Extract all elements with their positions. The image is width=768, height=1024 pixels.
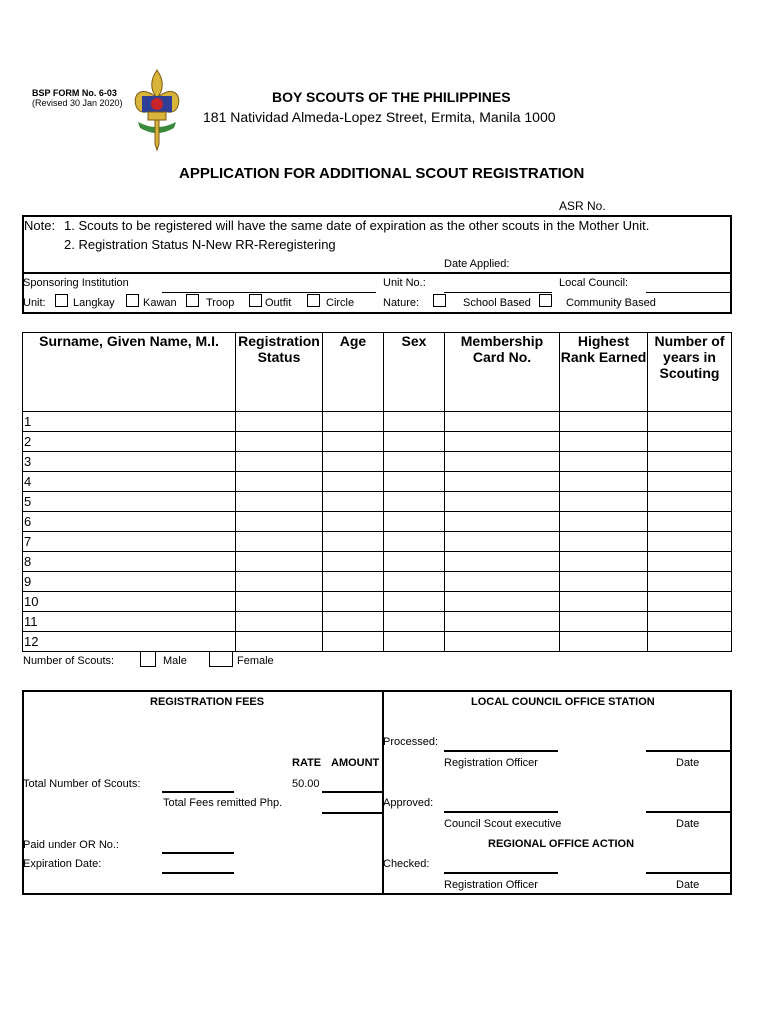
- table-cell[interactable]: [560, 592, 648, 612]
- table-cell[interactable]: [236, 612, 323, 632]
- col-header-rank: Highest Rank Earned: [560, 333, 648, 412]
- table-cell[interactable]: [560, 572, 648, 592]
- table-cell[interactable]: [236, 532, 323, 552]
- table-cell[interactable]: [323, 592, 384, 612]
- row-number[interactable]: 3: [23, 452, 236, 472]
- table-cell[interactable]: [560, 612, 648, 632]
- checked-label: Checked:: [383, 858, 430, 870]
- table-cell[interactable]: [648, 552, 732, 572]
- table-cell[interactable]: [648, 572, 732, 592]
- col-header-sex: Sex: [384, 333, 445, 412]
- row-number[interactable]: 10: [23, 592, 236, 612]
- table-cell[interactable]: [236, 572, 323, 592]
- row-number[interactable]: 7: [23, 532, 236, 552]
- table-cell[interactable]: [384, 412, 445, 432]
- table-cell[interactable]: [236, 512, 323, 532]
- table-cell[interactable]: [648, 592, 732, 612]
- unit-no-field[interactable]: [444, 292, 552, 293]
- table-row: [23, 612, 732, 632]
- table-cell[interactable]: [236, 412, 323, 432]
- table-cell[interactable]: [323, 412, 384, 432]
- unit-checkbox-kawan[interactable]: [126, 294, 139, 307]
- checked-date-field[interactable]: [646, 872, 732, 874]
- male-count-box[interactable]: [140, 651, 156, 667]
- table-cell[interactable]: [445, 572, 560, 592]
- table-cell[interactable]: [445, 432, 560, 452]
- scouts-table: [22, 332, 732, 652]
- nature-label: Nature:: [383, 297, 420, 309]
- table-cell[interactable]: [560, 552, 648, 572]
- bsp-logo-icon: [130, 68, 184, 152]
- table-cell[interactable]: [560, 492, 648, 512]
- table-row: [23, 472, 732, 492]
- nature-checkbox-community[interactable]: [539, 294, 552, 307]
- local-council-field[interactable]: [646, 292, 730, 293]
- rate-label: RATE: [292, 757, 322, 769]
- table-cell[interactable]: [648, 612, 732, 632]
- note-line-1: 1. Scouts to be registered will have the same date of expiration as the other scouts in the Mother Unit.: [64, 218, 650, 233]
- approved-label: Approved:: [383, 797, 434, 809]
- table-cell[interactable]: [236, 472, 323, 492]
- row-number[interactable]: 9: [23, 572, 236, 592]
- table-cell[interactable]: [384, 492, 445, 512]
- unit-option-langkay: Langkay: [73, 297, 115, 309]
- unit-checkbox-circle[interactable]: [307, 294, 320, 307]
- checked-signature-field[interactable]: [444, 872, 558, 874]
- table-cell[interactable]: [323, 552, 384, 572]
- female-label: Female: [237, 655, 274, 667]
- approved-date-caption: Date: [676, 818, 700, 830]
- table-cell[interactable]: [445, 412, 560, 432]
- col-header-card-no: Membership Card No.: [445, 333, 560, 412]
- table-cell[interactable]: [384, 532, 445, 552]
- approved-signature-field[interactable]: [444, 811, 558, 813]
- table-cell[interactable]: [445, 532, 560, 552]
- table-row: [23, 632, 732, 652]
- org-address: 181 Natividad Almeda-Lopez Street, Ermita, Manila 1000: [203, 109, 556, 125]
- unit-option-outfit: Outfit: [265, 297, 292, 309]
- table-cell[interactable]: [560, 472, 648, 492]
- table-cell[interactable]: [445, 492, 560, 512]
- table-header-row: [23, 333, 732, 412]
- table-cell[interactable]: [323, 532, 384, 552]
- row-number[interactable]: 2: [23, 432, 236, 452]
- table-cell[interactable]: [323, 472, 384, 492]
- table-cell[interactable]: [323, 492, 384, 512]
- table-cell[interactable]: [445, 612, 560, 632]
- table-cell[interactable]: [560, 512, 648, 532]
- nature-option-community: Community Based: [566, 297, 656, 309]
- row-number[interactable]: 8: [23, 552, 236, 572]
- table-cell[interactable]: [236, 432, 323, 452]
- processed-label: Processed:: [383, 736, 439, 748]
- col-header-status: Registration Status: [236, 333, 323, 412]
- table-cell[interactable]: [236, 592, 323, 612]
- local-council-label: Local Council:: [559, 277, 629, 289]
- table-cell[interactable]: [560, 412, 648, 432]
- checked-date-caption: Date: [676, 879, 700, 891]
- row-number[interactable]: 12: [23, 632, 236, 652]
- unit-option-kawan: Kawan: [143, 297, 177, 309]
- processed-date-caption: Date: [676, 757, 700, 769]
- council-exec-caption: Council Scout executive: [444, 818, 562, 830]
- unit-checkbox-outfit[interactable]: [249, 294, 262, 307]
- table-cell[interactable]: [384, 432, 445, 452]
- fees-title: REGISTRATION FEES: [150, 696, 265, 708]
- table-cell[interactable]: [648, 492, 732, 512]
- table-row: [23, 572, 732, 592]
- sponsoring-field[interactable]: [162, 292, 376, 293]
- org-name: BOY SCOUTS OF THE PHILIPPINES: [272, 89, 511, 105]
- table-cell[interactable]: [384, 592, 445, 612]
- table-cell[interactable]: [384, 572, 445, 592]
- unit-label: Unit:: [23, 297, 46, 309]
- number-of-scouts-label: Number of Scouts:: [23, 655, 115, 667]
- table-cell[interactable]: [323, 432, 384, 452]
- paid-or-label: Paid under OR No.:: [23, 839, 119, 851]
- table-cell[interactable]: [445, 632, 560, 652]
- table-cell[interactable]: [236, 492, 323, 512]
- table-cell[interactable]: [648, 632, 732, 652]
- processed-signature-field[interactable]: [444, 750, 558, 752]
- processed-date-field[interactable]: [646, 750, 732, 752]
- table-cell[interactable]: [560, 432, 648, 452]
- col-header-age: Age: [323, 333, 384, 412]
- note-label: Note:: [24, 218, 56, 233]
- unit-checkbox-langkay[interactable]: [55, 294, 68, 307]
- nature-option-school: School Based: [463, 297, 531, 309]
- form-number: BSP FORM No. 6-03: [32, 88, 117, 98]
- table-cell[interactable]: [445, 472, 560, 492]
- table-row: [23, 452, 732, 472]
- date-applied-label: Date Applied:: [444, 258, 510, 270]
- table-cell[interactable]: [384, 612, 445, 632]
- notes-divider: [22, 272, 732, 274]
- table-cell[interactable]: [384, 552, 445, 572]
- table-row: [23, 492, 732, 512]
- table-cell[interactable]: [648, 532, 732, 552]
- asr-no-label: ASR No.: [559, 199, 606, 213]
- paid-or-field[interactable]: [162, 852, 234, 854]
- table-cell[interactable]: [236, 632, 323, 652]
- form-title: APPLICATION FOR ADDITIONAL SCOUT REGISTRATION: [179, 165, 585, 182]
- council-title: LOCAL COUNCIL OFFICE STATION: [471, 696, 655, 708]
- table-cell[interactable]: [445, 552, 560, 572]
- table-row: [23, 412, 732, 432]
- rate-value: 50.00: [292, 778, 320, 790]
- unit-option-circle: Circle: [326, 297, 355, 309]
- checked-officer-caption: Registration Officer: [444, 879, 538, 891]
- table-row: [23, 432, 732, 452]
- row-number[interactable]: 4: [23, 472, 236, 492]
- table-cell[interactable]: [648, 412, 732, 432]
- table-cell[interactable]: [323, 612, 384, 632]
- table-row: [23, 552, 732, 572]
- table-cell[interactable]: [236, 452, 323, 472]
- expiration-label: Expiration Date:: [23, 858, 102, 870]
- table-cell[interactable]: [384, 632, 445, 652]
- row-number[interactable]: 1: [23, 412, 236, 432]
- col-header-name: Surname, Given Name, M.I.: [23, 333, 236, 412]
- unit-no-label: Unit No.:: [383, 277, 426, 289]
- table-cell[interactable]: [323, 452, 384, 472]
- row-number[interactable]: 5: [23, 492, 236, 512]
- table-cell[interactable]: [323, 572, 384, 592]
- table-cell[interactable]: [384, 512, 445, 532]
- total-scouts-field[interactable]: [162, 791, 234, 793]
- total-fees-field[interactable]: [322, 812, 382, 814]
- table-cell[interactable]: [445, 512, 560, 532]
- table-cell[interactable]: [445, 452, 560, 472]
- table-cell[interactable]: [648, 432, 732, 452]
- col-header-years: Number of years in Scouting: [648, 333, 732, 412]
- table-cell[interactable]: [560, 532, 648, 552]
- note-line-2: 2. Registration Status N-New RR-Reregistering: [64, 237, 336, 252]
- processed-officer-caption: Registration Officer: [444, 757, 538, 769]
- table-row: [23, 532, 732, 552]
- table-cell[interactable]: [323, 512, 384, 532]
- total-scouts-label: Total Number of Scouts:: [23, 778, 141, 790]
- amount-label: AMOUNT: [331, 757, 380, 769]
- approved-date-field[interactable]: [646, 811, 732, 813]
- expiration-field[interactable]: [162, 872, 234, 874]
- table-cell[interactable]: [445, 592, 560, 612]
- table-cell[interactable]: [648, 512, 732, 532]
- total-fees-label: Total Fees remitted Php.: [163, 797, 283, 809]
- female-count-box[interactable]: [209, 651, 233, 667]
- table-cell[interactable]: [560, 632, 648, 652]
- male-label: Male: [163, 655, 187, 667]
- nature-checkbox-school[interactable]: [433, 294, 446, 307]
- unit-checkbox-troop[interactable]: [186, 294, 199, 307]
- table-row: [23, 592, 732, 612]
- table-cell[interactable]: [648, 452, 732, 472]
- amount-field[interactable]: [322, 791, 382, 793]
- form-revision: (Revised 30 Jan 2020): [32, 98, 123, 108]
- sponsoring-label: Sponsoring Institution: [23, 277, 129, 289]
- row-number[interactable]: 11: [23, 612, 236, 632]
- table-cell[interactable]: [323, 632, 384, 652]
- table-cell[interactable]: [384, 452, 445, 472]
- regional-title: REGIONAL OFFICE ACTION: [488, 838, 635, 850]
- row-number[interactable]: 6: [23, 512, 236, 532]
- table-cell[interactable]: [384, 472, 445, 492]
- table-row: [23, 512, 732, 532]
- unit-option-troop: Troop: [206, 297, 235, 309]
- table-cell[interactable]: [236, 552, 323, 572]
- table-cell[interactable]: [648, 472, 732, 492]
- table-cell[interactable]: [560, 452, 648, 472]
